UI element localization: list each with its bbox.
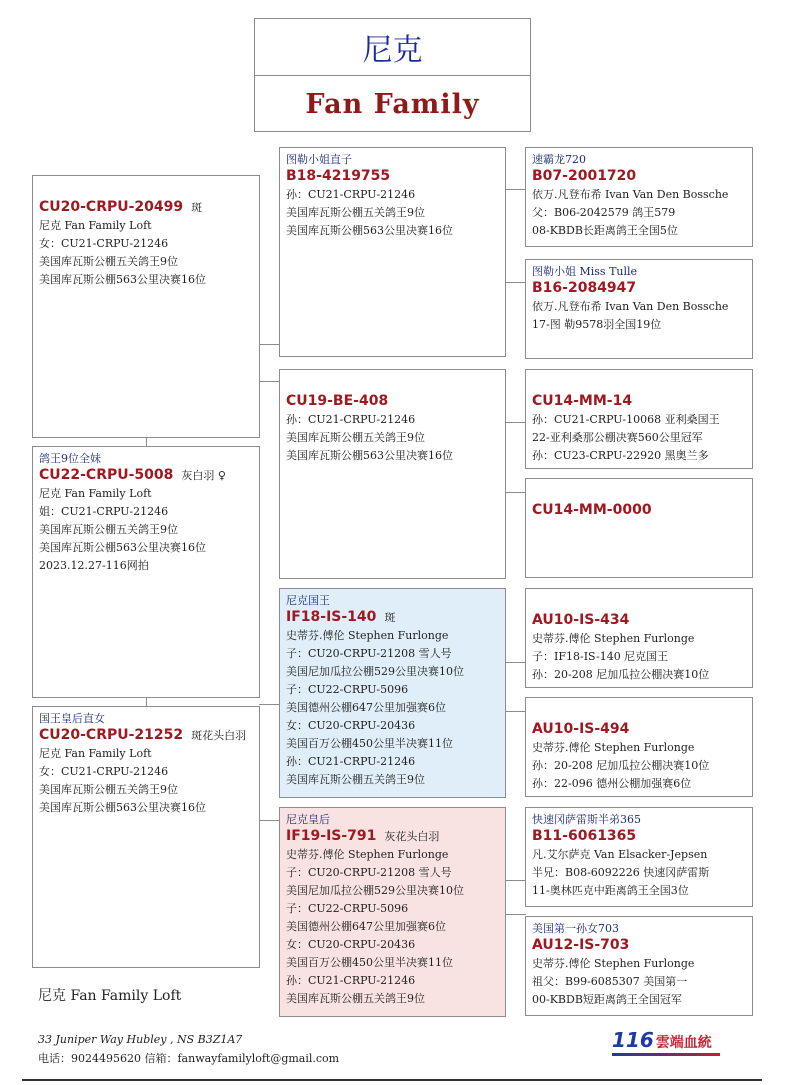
info-line: 姐：CU21-CRPU-21246	[39, 505, 169, 518]
feather-color: 斑	[384, 611, 396, 624]
connector-line	[259, 344, 279, 345]
connector-line	[505, 492, 526, 493]
info-line: 孙：CU21-CRPU-21246	[286, 188, 416, 201]
info-line: 子：CU20-CRPU-21208 雪人号	[286, 866, 452, 879]
connector-line	[505, 880, 526, 881]
bird-title: 鸽王9位全妹	[39, 452, 101, 465]
loft-contact: 电话：9024495620 信箱：fanwayfamilyloft@gmail.com	[38, 1052, 340, 1065]
bird-title: 快速冈萨雷斯半弟365	[532, 813, 641, 826]
info-line: 孙：22-096 德州公棚加强赛6位	[532, 777, 692, 790]
feather-color: 灰花头白羽	[384, 830, 440, 843]
info-line: 凡.艾尔萨克 Van Elsacker-Jepsen	[532, 848, 708, 861]
info-line: 美国库瓦斯公棚563公里决赛16位	[39, 273, 206, 286]
info-line: 美国德州公棚647公里加强赛6位	[286, 701, 446, 714]
bird-title: 速霸龙720	[532, 153, 586, 166]
great-grandparent-box	[525, 807, 753, 907]
great-grandparent-box	[525, 369, 753, 469]
info-line: 17-图 勒9578羽全国19位	[532, 318, 662, 331]
info-line: 美国百万公棚450公里半决赛11位	[286, 956, 453, 969]
info-line: 美国库瓦斯公棚563公里决赛16位	[39, 541, 206, 554]
connector-line	[146, 437, 147, 446]
grandparent-box	[279, 369, 506, 579]
info-line: 依万.凡登布希 Ivan Van Den Bossche	[532, 188, 729, 201]
info-line: 美国库瓦斯公棚五关鸽王9位	[286, 431, 425, 444]
loft-name: 尼克 Fan Family Loft	[38, 988, 182, 1004]
info-line: 史蒂芬.傅伦 Stephen Furlonge	[286, 848, 449, 861]
connector-line	[259, 381, 279, 382]
ring-number: CU20-CRPU-21252 斑花头白羽	[39, 727, 247, 743]
dam-box	[32, 706, 260, 968]
ring-number: CU20-CRPU-20499 斑	[39, 199, 203, 215]
connector-line	[259, 704, 279, 705]
info-line: 史蒂芬.傅伦 Stephen Furlonge	[286, 629, 449, 642]
connector-line	[146, 697, 147, 706]
bottom-divider	[22, 1079, 762, 1081]
loft-address: 33 Juniper Way Hubley , NS B3Z1A7	[38, 1033, 243, 1046]
ring-number: AU10-IS-434	[532, 612, 630, 628]
info-line: 美国库瓦斯公棚563公里决赛16位	[39, 801, 206, 814]
connector-line	[505, 282, 526, 283]
info-line: 史蒂芬.傅伦 Stephen Furlonge	[532, 957, 695, 970]
info-line: 子：CU22-CRPU-5096	[286, 902, 409, 915]
ring-number: CU19-BE-408	[286, 393, 389, 409]
info-line: 女：CU21-CRPU-21246	[39, 237, 169, 250]
info-line: 孙：CU21-CRPU-10068 亚利桑国王	[532, 413, 720, 426]
info-line: 美国库瓦斯公棚五关鸽王9位	[286, 773, 425, 786]
info-line: 美国库瓦斯公棚五关鸽王9位	[286, 992, 425, 1005]
connector-line	[505, 914, 526, 915]
ring-number: B16-2084947	[532, 280, 637, 296]
info-line: 尼克 Fan Family Loft	[39, 219, 152, 232]
great-grandparent-box	[525, 697, 753, 797]
ring-number: CU14-MM-0000	[532, 502, 652, 518]
pedigree-header	[254, 18, 531, 132]
info-line: 史蒂芬.傅伦 Stephen Furlonge	[532, 632, 695, 645]
great-grandparent-box	[525, 478, 753, 578]
connector-line	[505, 422, 526, 423]
ring-number: B18-4219755	[286, 168, 391, 184]
info-line: 子：CU20-CRPU-21208 雪人号	[286, 647, 452, 660]
info-line: 美国百万公棚450公里半决赛11位	[286, 737, 453, 750]
info-line: 孙：CU21-CRPU-21246	[286, 413, 416, 426]
ring-number: IF18-IS-140 斑	[286, 609, 396, 625]
connector-line	[505, 189, 526, 190]
info-line: 孙：CU21-CRPU-21246	[286, 755, 416, 768]
bird-title: 尼克国王	[286, 594, 330, 607]
ring-number: AU10-IS-494	[532, 721, 630, 737]
info-line: 父：B06-2042579 鸽王579	[532, 206, 676, 219]
bird-title: 图勒小姐直子	[286, 153, 352, 166]
info-line: 孙：20-208 尼加瓜拉公棚决赛10位	[532, 759, 710, 772]
grandparent-box	[279, 147, 506, 357]
info-line: 美国库瓦斯公棚五关鸽王9位	[39, 255, 178, 268]
info-line: 女：CU20-CRPU-20436	[286, 719, 416, 732]
bird-title: 图勒小姐 Miss Tulle	[532, 265, 638, 278]
info-line: 美国库瓦斯公棚563公里决赛16位	[286, 224, 453, 237]
logo-text: 雲端血統	[655, 1035, 712, 1051]
info-line: 22-亚利桑那公棚决赛560公里冠军	[532, 431, 703, 444]
great-grandparent-box	[525, 916, 753, 1016]
great-grandparent-box	[525, 588, 753, 688]
ring-number: IF19-IS-791 灰花头白羽	[286, 828, 440, 844]
info-line: 孙：CU23-CRPU-22920 黑奥兰多	[532, 449, 709, 462]
info-line: 依万.凡登布希 Ivan Van Den Bossche	[532, 300, 729, 313]
header-title-cn: 尼克	[255, 19, 530, 76]
info-line: 史蒂芬.傅伦 Stephen Furlonge	[532, 741, 695, 754]
sire-box	[32, 446, 260, 698]
info-line: 孙：CU21-CRPU-21246	[286, 974, 416, 987]
connector-line	[505, 711, 526, 712]
info-line: 孙：20-208 尼加瓜拉公棚决赛10位	[532, 668, 710, 681]
info-line: 2023.12.27-116网拍	[39, 559, 149, 572]
info-line: 子：CU22-CRPU-5096	[286, 683, 409, 696]
info-line: 08-KBDB长距离鸽王全国5位	[532, 224, 678, 237]
header-title-en: Fan Family	[305, 88, 480, 120]
ring-number: B11-6061365	[532, 828, 637, 844]
great-grandparent-box	[525, 259, 753, 359]
great-grandparent-box	[525, 147, 753, 247]
bird-title: 国王皇后直女	[39, 712, 105, 725]
logo	[612, 1030, 712, 1052]
info-line: 女：CU21-CRPU-21246	[39, 765, 169, 778]
info-line: 美国德州公棚647公里加强赛6位	[286, 920, 446, 933]
info-line: 11-奥林匹克中距离鸽王全国3位	[532, 884, 689, 897]
info-line: 美国尼加瓜拉公棚529公里决赛10位	[286, 884, 464, 897]
info-line: 美国尼加瓜拉公棚529公里决赛10位	[286, 665, 464, 678]
logo-number: 116	[612, 1028, 654, 1052]
feather-color: 斑花头白羽	[191, 729, 247, 742]
logo-underline	[612, 1053, 720, 1056]
info-line: 美国库瓦斯公棚五关鸽王9位	[286, 206, 425, 219]
feather-color: 灰白羽 ♀	[181, 469, 226, 482]
ring-number: AU12-IS-703	[532, 937, 630, 953]
info-line: 美国库瓦斯公棚五关鸽王9位	[39, 523, 178, 536]
info-line: 尼克 Fan Family Loft	[39, 487, 152, 500]
info-line: 女：CU20-CRPU-20436	[286, 938, 416, 951]
info-line: 祖父：B99-6085307 美国第一	[532, 975, 688, 988]
info-line: 00-KBDB短距离鸽王全国冠军	[532, 993, 682, 1006]
info-line: 美国库瓦斯公棚563公里决赛16位	[286, 449, 453, 462]
info-line: 半兄：B08-6092226 快速冈萨雷斯	[532, 866, 710, 879]
ring-number: B07-2001720	[532, 168, 637, 184]
connector-line	[505, 662, 526, 663]
info-line: 美国库瓦斯公棚五关鸽王9位	[39, 783, 178, 796]
grandparent-box	[279, 588, 506, 798]
bird-title: 尼克皇后	[286, 813, 330, 826]
info-line: 尼克 Fan Family Loft	[39, 747, 152, 760]
bird-title: 美国第一孙女703	[532, 922, 619, 935]
ring-number: CU14-MM-14	[532, 393, 633, 409]
connector-line	[259, 820, 279, 821]
ring-number: CU22-CRPU-5008 灰白羽 ♀	[39, 467, 226, 483]
feather-color: 斑	[191, 201, 203, 214]
grandparent-box	[279, 807, 506, 1017]
info-line: 子：IF18-IS-140 尼克国王	[532, 650, 669, 663]
subject-box	[32, 175, 260, 438]
